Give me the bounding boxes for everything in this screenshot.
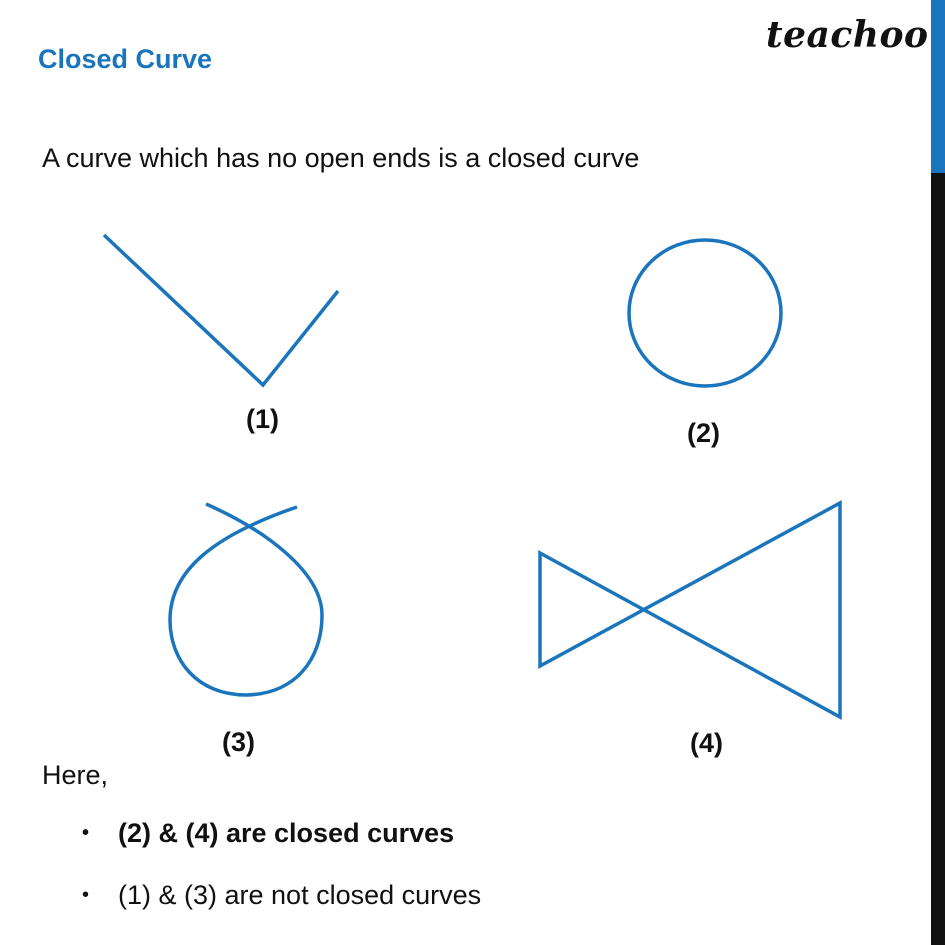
- conclusion-lead: Here,: [42, 760, 109, 790]
- curve-1-open-v: [104, 235, 338, 385]
- figure-label-4: (4): [690, 728, 723, 758]
- definition-text: A curve which has no open ends is a closed curve: [42, 143, 640, 173]
- figure-label-2: (2): [687, 418, 720, 448]
- figure-label-3: (3): [222, 727, 255, 757]
- bullet-closed-curves: [82, 818, 454, 849]
- figure-label-1: (1): [246, 404, 279, 434]
- bullet-not-closed-curves: [82, 880, 481, 911]
- bullet-dot-icon: •: [82, 822, 90, 844]
- bullet-dot-icon: •: [82, 884, 90, 906]
- curve-2-circle: [629, 240, 781, 386]
- bullet-text: (2) & (4) are closed curves: [118, 818, 455, 848]
- curve-3-open-loop: [170, 504, 322, 695]
- bullet-text: (1) & (3) are not closed curves: [118, 880, 482, 910]
- curve-4-bowtie: [540, 503, 840, 717]
- brand-logo: teachoo: [766, 14, 929, 56]
- page-title: Closed Curve: [38, 44, 213, 74]
